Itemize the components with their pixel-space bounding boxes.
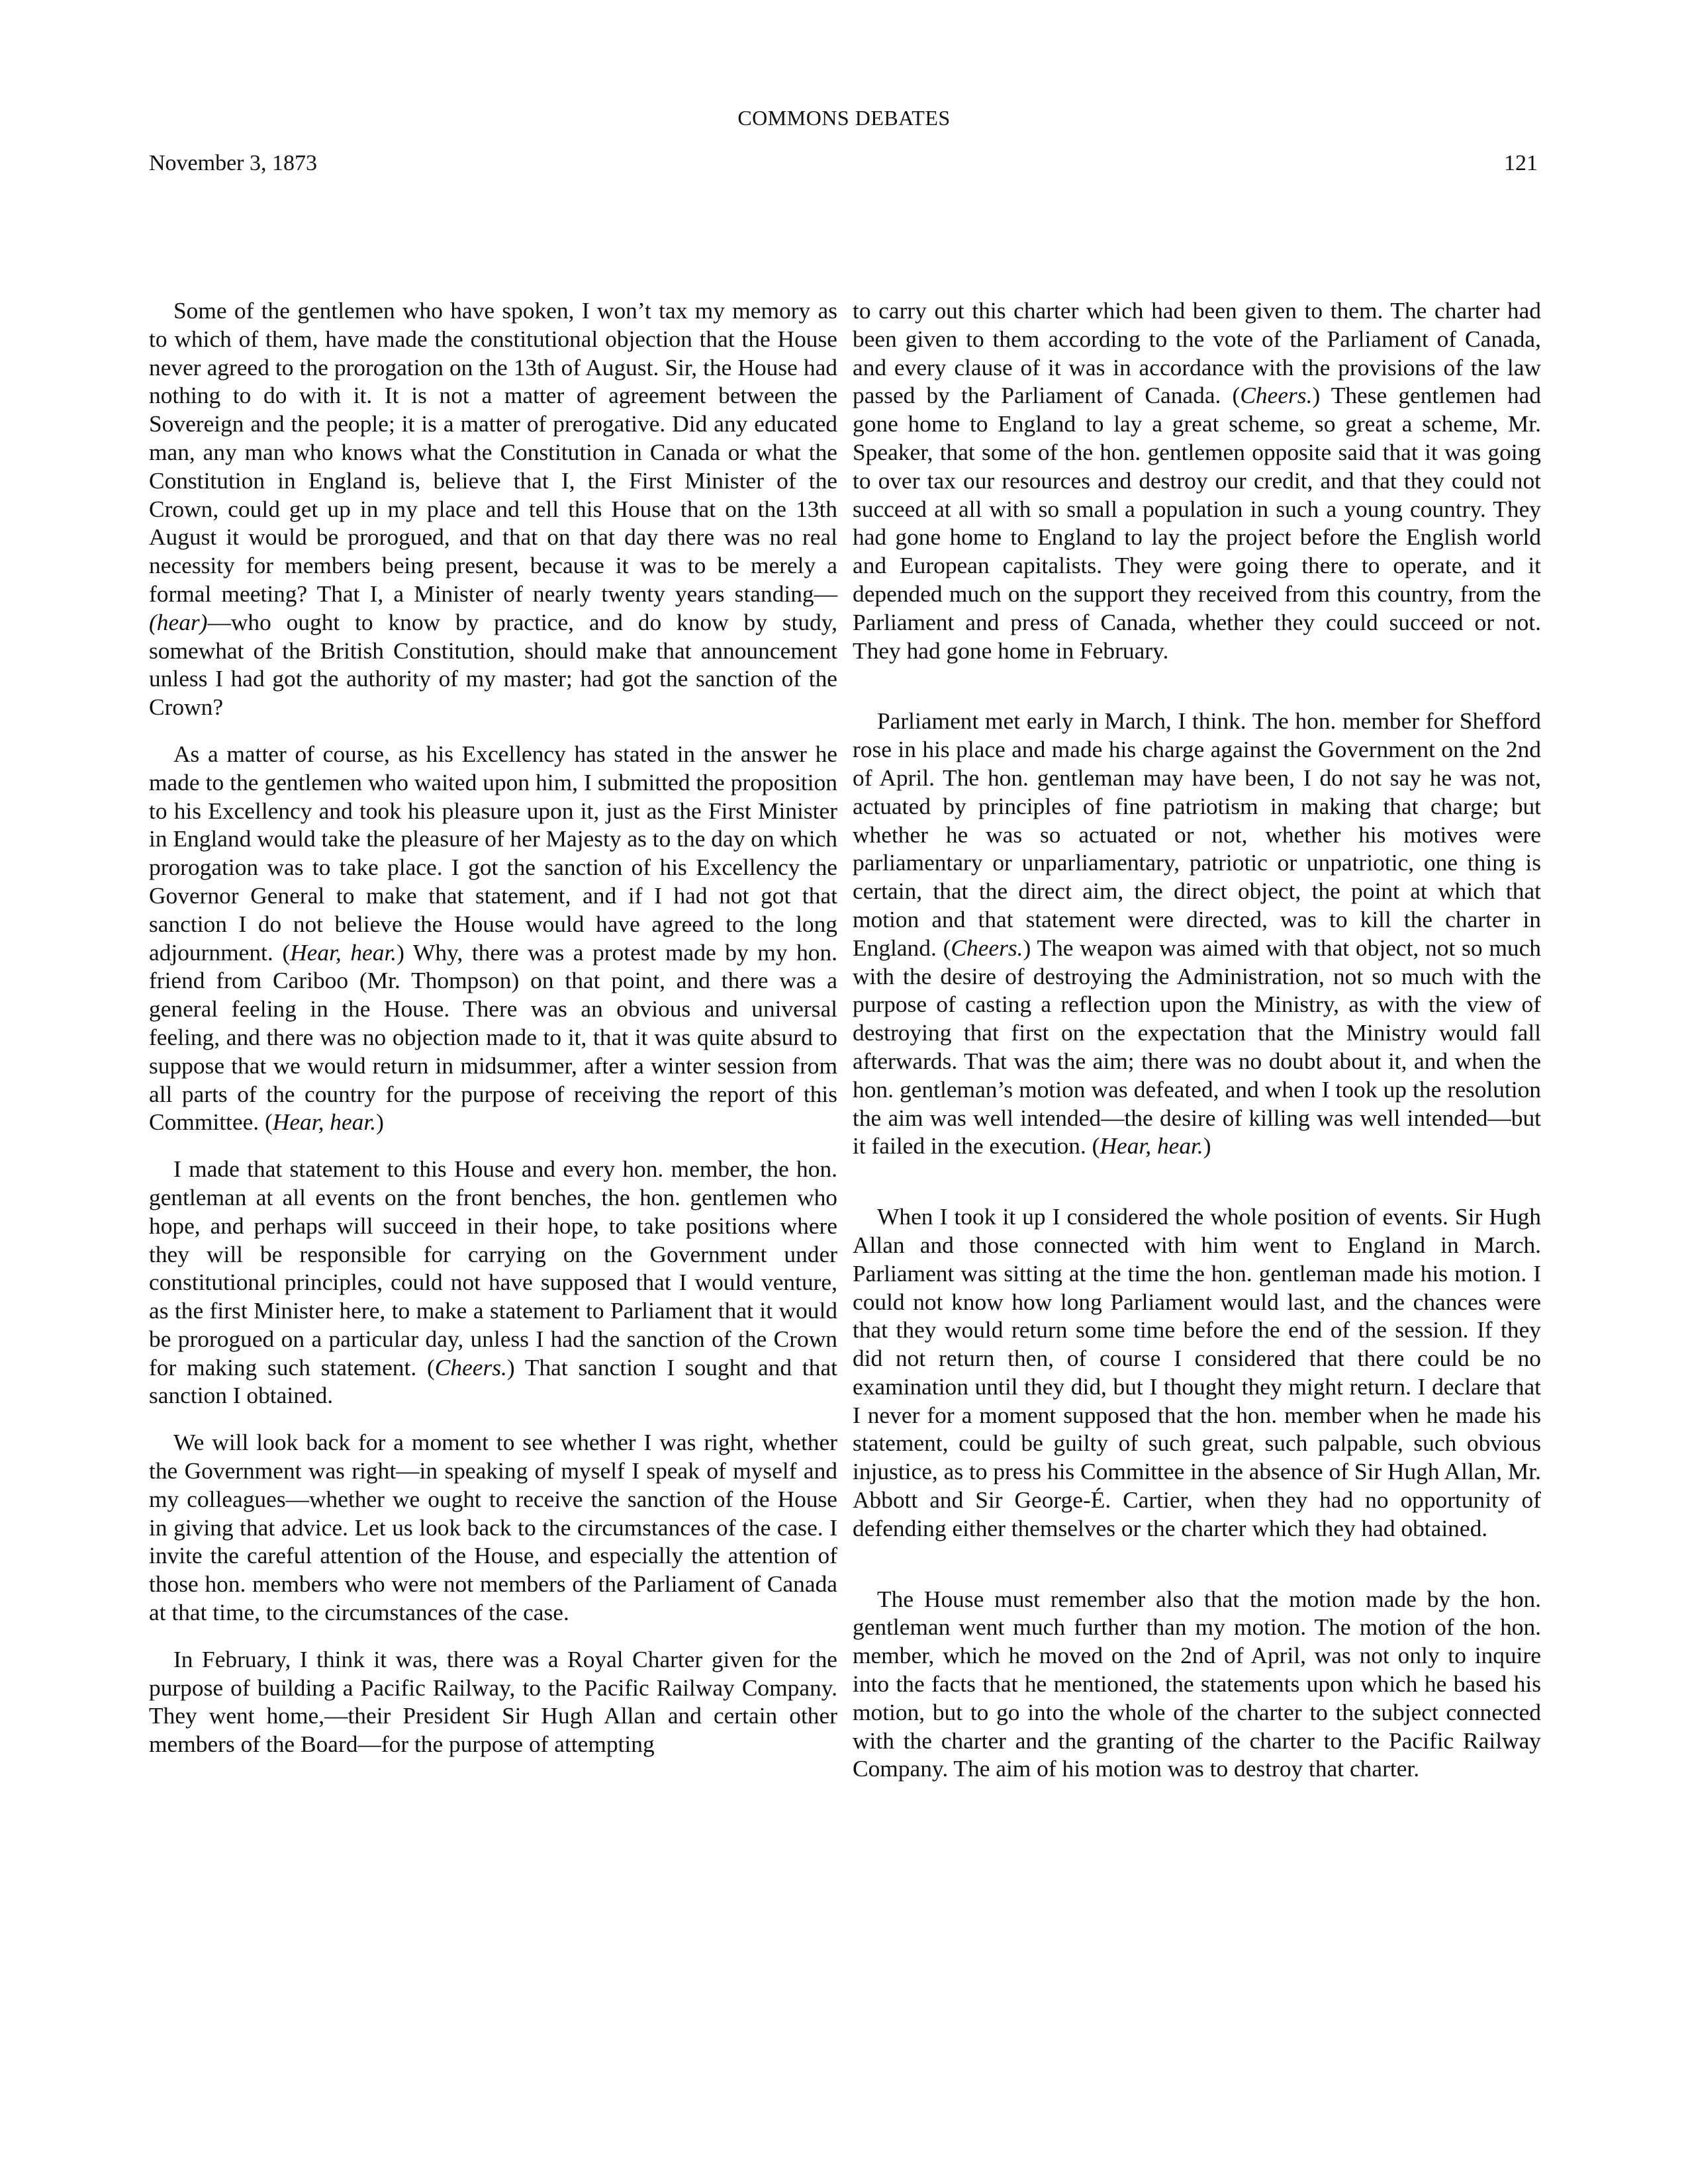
- paragraph: When I took it up I considered the whole position of events. Sir Hugh Allan and those connected with him went to England in March. Parliament was sitting at the time the hon. gentleman made his motion. I could not know how long Parliament would last, and the chances were that they would return some time before the end of the session. If they did not return then, of course I considered that there could be no examination until they did, but I thought they might return. I declare that I never for a moment supposed that the hon. member when he made his statement, could be guilty of such great, such palpable, such obvious injustice, as to press his Committee in the absence of Sir Hugh Allan, Mr. Abbott and Sir George-É. Cartier, when they had no opportunity of defending either themselves or the charter which they had obtained.: [853, 1203, 1541, 1541]
- paragraph: In February, I think it was, there was a Royal Charter given for the purpose of building a Pacific Railway, to the Pacific Railway Company. They went home,—their President Sir Hugh Allan and certain other members of the Board—for the purpose of attempting: [149, 1645, 837, 1758]
- paragraph: I made that statement to this House and every hon. member, the hon. gentleman at all events on the front benches, the hon. gentlemen who hope, and perhaps will succeed in their hope, to take positions where they will be responsible for carrying on the Government under constitutional principles, could not have supposed that I would venture, as the first Minister here, to make a statement to Parliament that it would be prorogued on a particular day, unless I had the sanction of the Crown for making such statement. (Cheers.) That sanction I sought and that sanction I obtained.: [149, 1156, 837, 1409]
- paragraph: We will look back for a moment to see whether I was right, whether the Government was right—in speaking of myself I speak of myself and my colleagues—whether we ought to receive the sanction of the House in giving that advice. Let us look back to the circumstances of the case. I invite the careful attention of the House, and especially the attention of those hon. members who were not members of the Parliament of Canada at that time, to the circumstances of the case.: [149, 1429, 837, 1626]
- sitting-date: November 3, 1873: [149, 151, 318, 175]
- paragraph: Some of the gentlemen who have spoken, I won’t tax my memory as to which of them, have made the constitutional objection that the House never agreed to the prorogation on the 13th of August. Sir, the House had nothing to do with it. It is not a matter of agreement between the Sovereign and the people; it is a matter of prerogative. Did any educated man, any man who knows what the Constitution in Canada or what the Constitution in England is, believe that I, the First Minister of the Crown, could get up in my place and tell this House that on the 13th August it would be prorogued, and that on that day there was no real necessity for members being present, because it was to be merely a formal meeting? That I, a Minister of nearly twenty years standing—(hear)—who ought to know by practice, and do know by study, somewhat of the British Constitution, should make that announcement unless I had got the authority of my master; had got the sanction of the Crown?: [149, 297, 837, 721]
- paragraph: The House must remember also that the motion made by the hon. gentleman went much further than my motion. The motion of the hon. member, which he moved on the 2nd of April, was not only to inquire into the facts that he mentioned, the statements upon which he based his motion, but to go into the whole of the charter to the subject connected with the charter and the granting of the charter to the Pacific Railway Company. The aim of his motion was to destroy that charter.: [853, 1585, 1541, 1782]
- running-head: COMMONS DEBATES: [737, 106, 951, 130]
- paragraph-continued: to carry out this charter which had been given to them. The charter had been given to them according to the vote of the Parliament of Canada, and every clause of it was in accordance with the provisions of the law passed by the Parliament of Canada. (Cheers.) These gentlemen had gone home to England to lay a great scheme, so great a scheme, Mr. Speaker, that some of the hon. gentlemen opposite said that it was going to over tax our resources and destroy our credit, and that they could not succeed at all with so small a population in such a young country. They had gone home to England to lay the project before the English world and European capitalists. They were going there to operate, and it depended much on the support they received from this country, from the Parliament and press of Canada, whether they could succeed or not. They had gone home in February.: [853, 297, 1541, 664]
- page-number: 121: [1504, 151, 1538, 175]
- right-column: [853, 296, 1541, 1783]
- paragraph: Parliament met early in March, I think. The hon. member for Shefford rose in his place and made his charge against the Government on the 2nd of April. The hon. gentleman may have been, I do not say he was not, actuated by principles of fine patriotism in making that charge; but whether he was so actuated or not, whether his motives were parliamentary or unparliamentary, patriotic or unpatriotic, one thing is certain, that the direct aim, the direct object, the point at which that motion and that statement were directed, was to kill the charter in England. (Cheers.) The weapon was aimed with that object, not so much with the desire of destroying the Administration, not so much with the purpose of casting a reflection upon the Ministry, as with the view of destroying that first on the expectation that the Ministry would fall afterwards. That was the aim; there was no doubt about it, and when the hon. gentleman’s motion was defeated, and when I took up the resolution the aim was well intended—the desire of killing was well intended—but it failed in the execution. (Hear, hear.): [853, 707, 1541, 1160]
- left-column: [149, 296, 837, 1758]
- paragraph: As a matter of course, as his Excellency has stated in the answer he made to the gentlemen who waited upon him, I submitted the proposition to his Excellency and took his pleasure upon it, just as the First Minister in England would take the pleasure of her Majesty as to the day on which prorogation was to take place. I got the sanction of his Excellency the Governor General to make that statement, and if I had not got that sanction I do not believe the House would have agreed to the long adjournment. (Hear, hear.) Why, there was a protest made by my hon. friend from Cariboo (Mr. Thompson) on that point, and there was a general feeling in the House. There was an obvious and universal feeling, and there was no objection made to it, that it was quite absurd to suppose that we would return in midsummer, after a winter session from all parts of the country for the purpose of receiving the report of this Committee. (Hear, hear.): [149, 740, 837, 1136]
